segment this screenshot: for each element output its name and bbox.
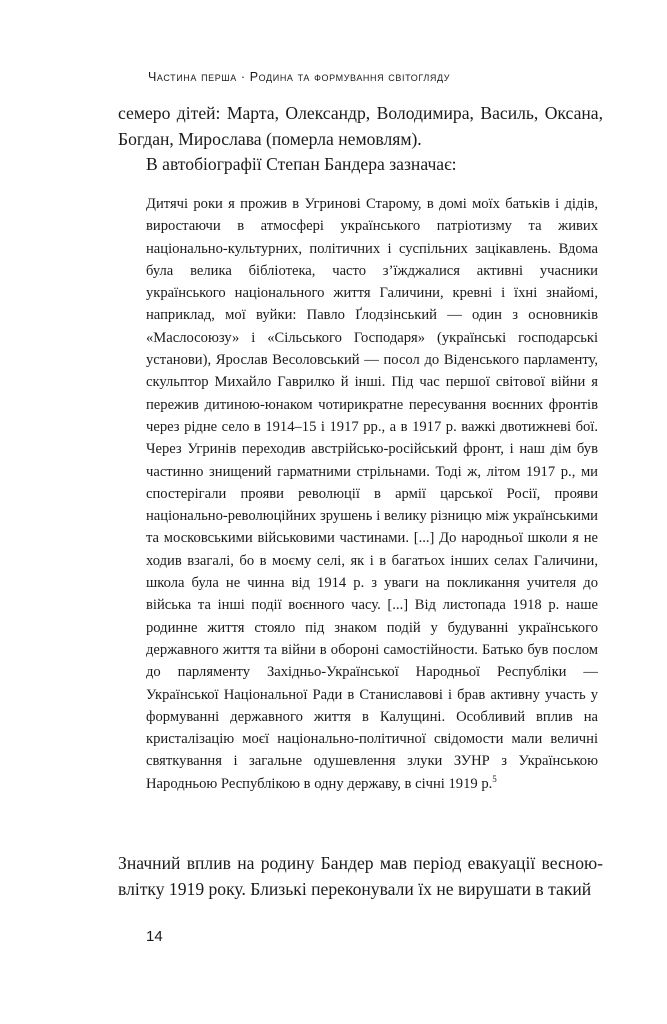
intro-paragraph: В автобіографії Степан Бандера зазначає:	[146, 154, 457, 174]
lead-paragraphs	[118, 101, 603, 178]
footnote-reference: 5	[492, 773, 497, 784]
page-number: 14	[146, 928, 163, 945]
running-head: Частина перша · Родина та формування світогляду	[148, 70, 451, 84]
quote-text: Дитячі роки я прожив в Угринові Старому, в домі моїх батьків і дідів, виростаючи в атмосфері українського патріотизму та живих національно-культурних, політичних і суспільних зацікавлень. Вдома була велика бібліотека, часто з’їжджалися активні учасники українського національного життя Галичини, кревні і їхні знайомі, наприклад, мої вуйки: Павло Ґлодзінський — один з основників «Маслосоюзу» і «Сільського Господаря» (українські господарські установи), Ярослав Весоловський — посол до Віденського парламенту, скульптор Михайло Гаврилко й інші. Під час першої світової війни я пережив дитиною-юнаком чотирикратне пересування воєнних фронтів через рідне село в 1914–15 і 1917 рр., а в 1917 р. важкі двотижневі бої. Через Угринів переходив австрійсько-російський фронт, і наш дім був частинно знищений гарматними стрільнами. Тоді ж, літом 1917 р., ми спостерігали прояви революції в армії царської Росії, прояви національно-революційних зрушень і велику різницю між українськими та московськими військовими частинами. [...] До народньої школи я не ходив взагалі, бо в моєму селі, як і в багатьох інших селах Галичини, школа була не чинна від 1914 р. з уваги на покликання учителя до війська та інші події воєнного часу. [...] Від листопада 1918 р. наше родинне життя стояло під знаком подій у будуванні українського державного життя та війни в обороні самостійности. Батько був послом до парляменту Західньо-Української Народньої Республіки — Української Національної Ради в Станиславові і брав активну участь у формуванні державного життя в Калущині. Особливий вплив на кристалізацію моєї національно-політичної свідомости мали величні святкування і загальне одушевлення злуки ЗУНР з Українською Народньою Республікою в одну державу, в січні 1919 р.	[146, 196, 598, 792]
block-quote	[146, 193, 598, 795]
tail-paragraph-block	[118, 851, 603, 902]
tail-paragraph: Значний вплив на родину Бандер мав період евакуації весною-влітку 1919 року. Близькі переконували їх не вирушати в такий	[118, 853, 603, 899]
continuation-paragraph: семеро дітей: Марта, Олександр, Володимира, Василь, Оксана, Богдан, Мирослава (померла немовлям).	[118, 103, 603, 149]
